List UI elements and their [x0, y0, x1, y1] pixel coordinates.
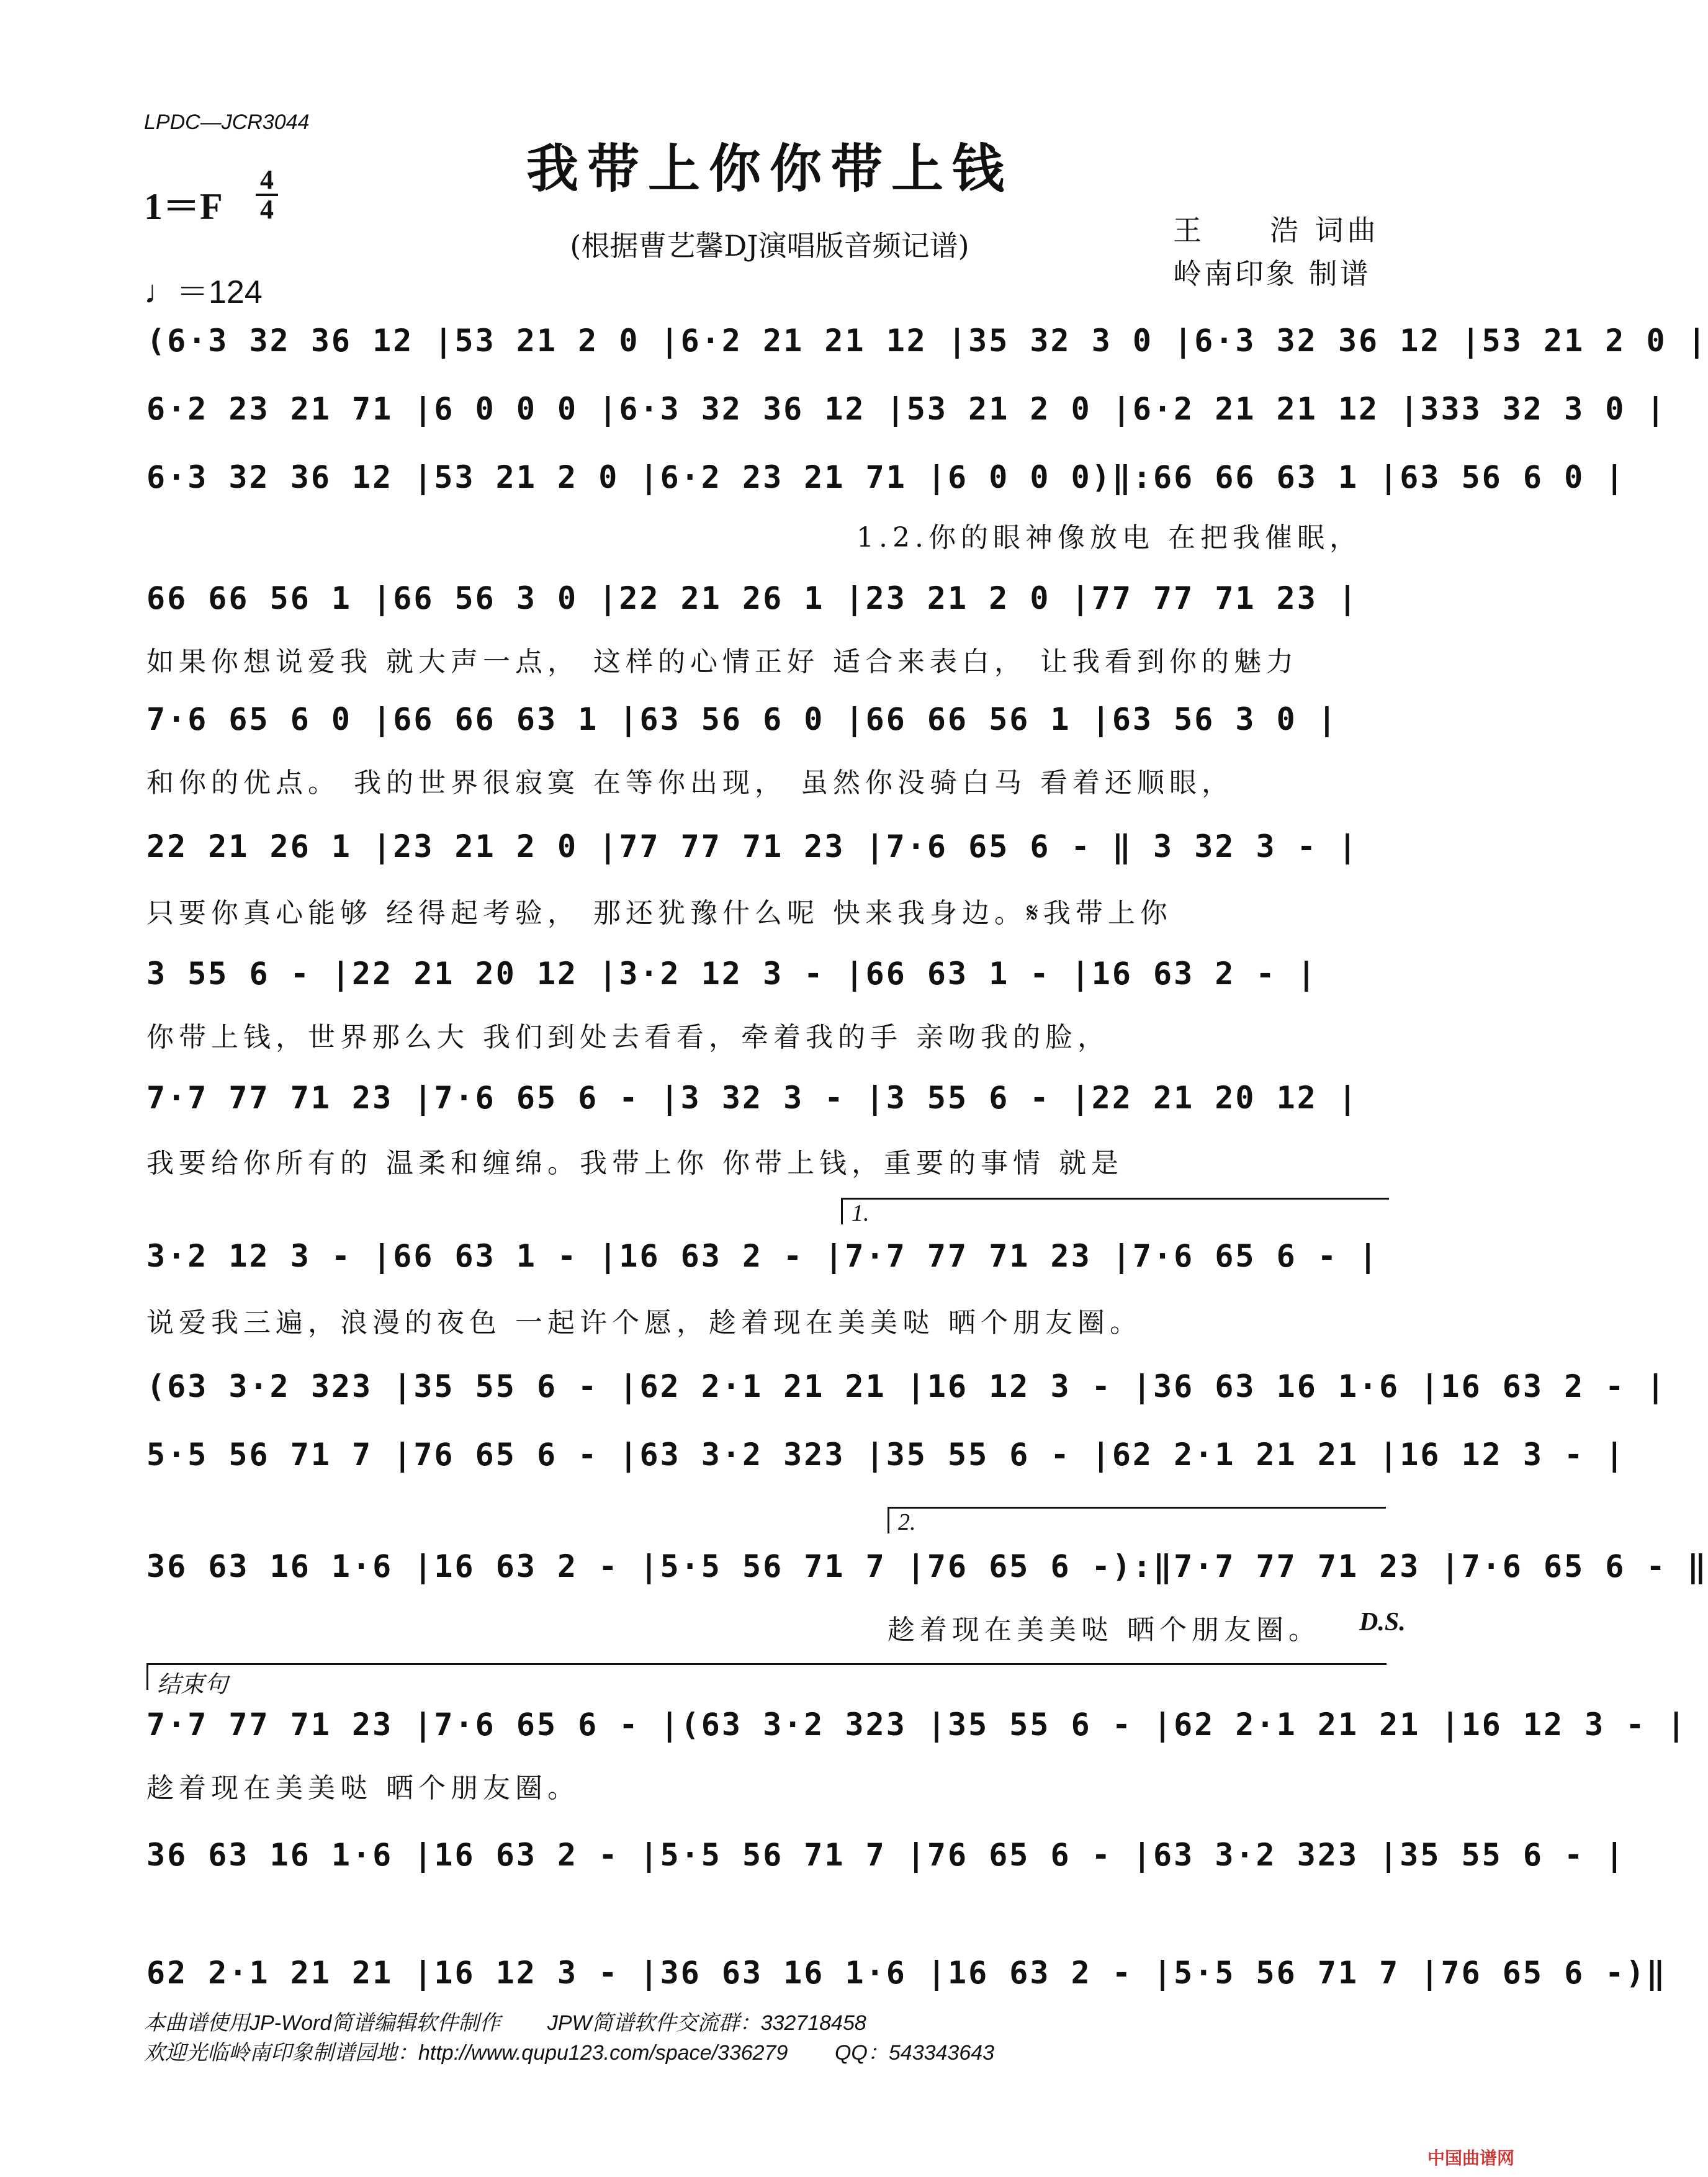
- score-system: (6·3 32 36 12 |53 21 2 0 |6·2 21 21 12 |35 32 3 0 |6·3 32 36 12 |53 21 2 0 |: [146, 323, 1708, 359]
- time-bottom: 4: [260, 194, 274, 225]
- footer-website: 欢迎光临岭南印象制谱园地：http://www.qupu123.com/space/336279: [144, 2041, 788, 2065]
- page-title: 我带上你你带上钱: [526, 138, 1013, 199]
- score-code: LPDC—JCR3044: [144, 110, 310, 134]
- score-system: 62 2·1 21 21 |16 12 3 - |36 63 16 1·6 |16 63 2 - |5·5 56 71 7 |76 65 6 -)‖: [146, 1955, 1667, 1991]
- lyrics-line: 趁着现在美美哒 晒个朋友圈。: [146, 1772, 580, 1804]
- ending-label: 结束句: [157, 1672, 228, 1698]
- score-system: 5·5 56 71 7 |76 65 6 - |63 3·2 323 |35 55 6 - |62 2·1 21 21 |16 12 3 - |: [146, 1437, 1626, 1473]
- time-signature: [256, 164, 278, 225]
- score-system: 66 66 56 1 |66 56 3 0 |22 21 26 1 |23 21 2 0 |77 77 71 23 |: [146, 580, 1359, 616]
- lyrics-line: 只要你真心能够 经得起考验， 那还犹豫什么呢 快来我身边。𝄋我带上你: [146, 897, 1172, 929]
- time-top: 4: [260, 164, 274, 195]
- volta-1-label: 1.: [852, 1200, 870, 1226]
- footer-software: 本曲谱使用JP-Word简谱编辑软件制作: [144, 2011, 501, 2035]
- lyrics-line: 我要给你所有的 温柔和缠绵。我带上你 你带上钱，重要的事情 就是: [146, 1147, 1123, 1179]
- score-system: 3·2 12 3 - |66 63 1 - |16 63 2 - |7·7 77 71 23 |7·6 65 6 - |: [146, 1238, 1380, 1274]
- score-system: (63 3·2 323 |35 55 6 - |62 2·1 21 21 |16 12 3 - |36 63 16 1·6 |16 63 2 - |: [146, 1368, 1667, 1404]
- footer-qq: QQ：543343643: [834, 2041, 995, 2065]
- lyrics-line: 如果你想说爱我 就大声一点， 这样的心情正好 适合来表白， 让我看到你的魅力: [146, 646, 1298, 678]
- footer-line-1: [144, 2006, 866, 2036]
- score-system: 6·2 23 21 71 |6 0 0 0 |6·3 32 36 12 |53 21 2 0 |6·2 21 21 12 |333 32 3 0 |: [146, 391, 1667, 427]
- ds-marking: D.S.: [1359, 1608, 1406, 1636]
- volta-2: [888, 1507, 1386, 1533]
- lyrics-line: 说爱我三遍，浪漫的夜色 一起许个愿，趁着现在美美哒 晒个朋友圈。: [146, 1307, 1142, 1339]
- lyrics-line: 1.2.你的眼神像放电 在把我催眠，: [856, 522, 1362, 554]
- lyrics-line: 你带上钱，世界那么大 我们到处去看看，牵着我的手 亲吻我的脸，: [146, 1021, 1110, 1053]
- lyrics-line: 和你的优点。 我的世界很寂寞 在等你出现， 虽然你没骑白马 看着还顺眼，: [146, 767, 1234, 799]
- footer-line-2: [144, 2036, 994, 2066]
- score-system: 6·3 32 36 12 |53 21 2 0 |6·2 23 21 71 |6 0 0 0)‖:66 66 63 1 |63 56 6 0 |: [146, 459, 1626, 495]
- footer-group: JPW简谱软件交流群：332718458: [547, 2011, 866, 2035]
- score-system: 22 21 26 1 |23 21 2 0 |77 77 71 23 |7·6 65 6 - ‖ 3 32 3 - |: [146, 828, 1359, 864]
- tempo-marking: ♩＝124: [144, 274, 263, 310]
- ending-bracket: [146, 1663, 1387, 1698]
- key-signature: 1＝F: [144, 186, 223, 227]
- subtitle: (根据曹艺馨DJ演唱版音频记谱): [570, 229, 969, 263]
- credit-arranger: 岭南印象 制谱: [1173, 257, 1371, 290]
- score-system: 7·7 77 71 23 |7·6 65 6 - |3 32 3 - |3 55 6 - |22 21 20 12 |: [146, 1080, 1359, 1116]
- score-system: 7·6 65 6 0 |66 66 63 1 |63 56 6 0 |66 66 56 1 |63 56 3 0 |: [146, 701, 1338, 737]
- score-system: 36 63 16 1·6 |16 63 2 - |5·5 56 71 7 |76 65 6 -):‖7·7 77 71 23 |7·6 65 6 - ‖: [146, 1548, 1708, 1584]
- score-system: 7·7 77 71 23 |7·6 65 6 - |(63 3·2 323 |35 55 6 - |62 2·1 21 21 |16 12 3 - |: [146, 1707, 1688, 1743]
- credit-lyricist: 王 浩 词曲: [1173, 213, 1380, 247]
- volta-2-label: 2.: [898, 1509, 916, 1535]
- score-system: 3 55 6 - |22 21 20 12 |3·2 12 3 - |66 63 1 - |16 63 2 - |: [146, 956, 1318, 992]
- score-system: 36 63 16 1·6 |16 63 2 - |5·5 56 71 7 |76 65 6 - |63 3·2 323 |35 55 6 - |: [146, 1837, 1626, 1873]
- volta-1: [841, 1198, 1389, 1224]
- lyrics-line: 趁着现在美美哒 晒个朋友圈。: [888, 1614, 1321, 1646]
- watermark-logo: 中国曲谱网: [1427, 2148, 1514, 2168]
